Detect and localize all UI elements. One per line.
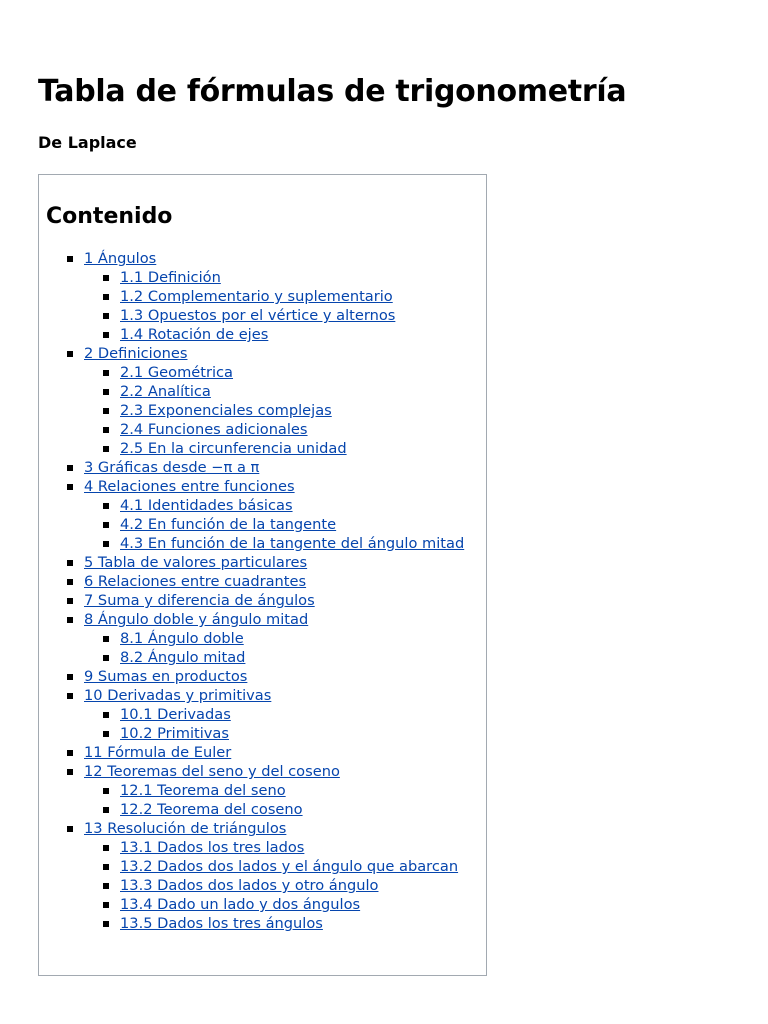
toc-link[interactable]: 6 Relaciones entre cuadrantes [84,573,307,590]
toc-link[interactable]: 13.1 Dados los tres lados [120,839,305,856]
toc-link[interactable]: 2.1 Geométrica [120,364,234,381]
toc-item [84,686,484,705]
toc-item [120,306,484,325]
toc-link[interactable]: 13.3 Dados dos lados y otro ángulo [120,877,379,894]
toc-item [120,800,484,819]
toc-item [120,876,484,895]
toc-item [120,496,484,515]
toc-item [120,534,484,553]
toc-item [120,287,484,306]
toc-link[interactable]: 10.2 Primitivas [120,725,229,742]
toc-item [120,363,484,382]
toc-link[interactable]: 13.2 Dados dos lados y el ángulo que abarcan [120,858,459,875]
toc-heading: Contenido [46,204,173,229]
toc-link[interactable]: 2.4 Funciones adicionales [120,421,308,438]
page-title: Tabla de fórmulas de trigonometría [38,74,627,109]
toc-link[interactable]: 7 Suma y diferencia de ángulos [84,592,315,609]
toc-link[interactable]: 9 Sumas en productos [84,668,248,685]
toc-item [120,705,484,724]
toc-item [120,439,484,458]
toc-item [120,401,484,420]
site-subtitle: De Laplace [38,133,137,152]
toc-item [120,325,484,344]
toc-link[interactable]: 8.2 Ángulo mitad [120,649,246,666]
toc-link[interactable]: 1.2 Complementario y suplementario [120,288,393,305]
toc-item [84,249,484,268]
toc-link[interactable]: 4.1 Identidades básicas [120,497,293,514]
toc-link[interactable]: 2 Definiciones [84,345,188,362]
toc-item [120,781,484,800]
toc-link[interactable]: 3 Gráficas desde −π a π [84,459,260,476]
toc-item [84,477,484,496]
toc-item [120,648,484,667]
table-of-contents [38,174,487,976]
toc-item [120,857,484,876]
toc-link[interactable]: 2.3 Exponenciales complejas [120,402,332,419]
toc-item [84,458,484,477]
toc-link[interactable]: 2.2 Analítica [120,383,211,400]
toc-link[interactable]: 1 Ángulos [84,250,157,267]
toc-item [120,914,484,933]
toc-item [84,819,484,838]
toc-link[interactable]: 12.2 Teorema del coseno [120,801,303,818]
toc-item [84,743,484,762]
toc-item [84,591,484,610]
toc-item [120,724,484,743]
toc-link[interactable]: 13 Resolución de triángulos [84,820,287,837]
toc-item [120,268,484,287]
toc-item [120,895,484,914]
toc-link[interactable]: 10.1 Derivadas [120,706,231,723]
toc-link[interactable]: 8.1 Ángulo doble [120,630,244,647]
toc-item [120,420,484,439]
toc-link[interactable]: 2.5 En la circunferencia unidad [120,440,347,457]
toc-item [120,629,484,648]
toc-link[interactable]: 12 Teoremas del seno y del coseno [84,763,340,780]
toc-link[interactable]: 1.3 Opuestos por el vértice y alternos [120,307,396,324]
toc-item [120,382,484,401]
toc-link[interactable]: 1.4 Rotación de ejes [120,326,269,343]
toc-item [84,572,484,591]
toc-link[interactable]: 10 Derivadas y primitivas [84,687,272,704]
toc-item [84,667,484,686]
toc-link[interactable]: 4 Relaciones entre funciones [84,478,295,495]
toc-item [84,553,484,572]
toc-link[interactable]: 1.1 Definición [120,269,221,286]
toc-link[interactable]: 4.3 En función de la tangente del ángulo mitad [120,535,465,552]
toc-item [84,610,484,629]
toc-link[interactable]: 13.5 Dados los tres ángulos [120,915,323,932]
toc-link[interactable]: 11 Fórmula de Euler [84,744,232,761]
toc-item [84,762,484,781]
toc-link[interactable]: 8 Ángulo doble y ángulo mitad [84,611,309,628]
toc-link[interactable]: 5 Tabla de valores particulares [84,554,308,571]
toc-link[interactable]: 4.2 En función de la tangente [120,516,337,533]
toc-item [120,515,484,534]
toc-item [84,344,484,363]
toc-list [84,249,484,933]
toc-item [120,838,484,857]
toc-link[interactable]: 12.1 Teorema del seno [120,782,286,799]
toc-link[interactable]: 13.4 Dado un lado y dos ángulos [120,896,361,913]
